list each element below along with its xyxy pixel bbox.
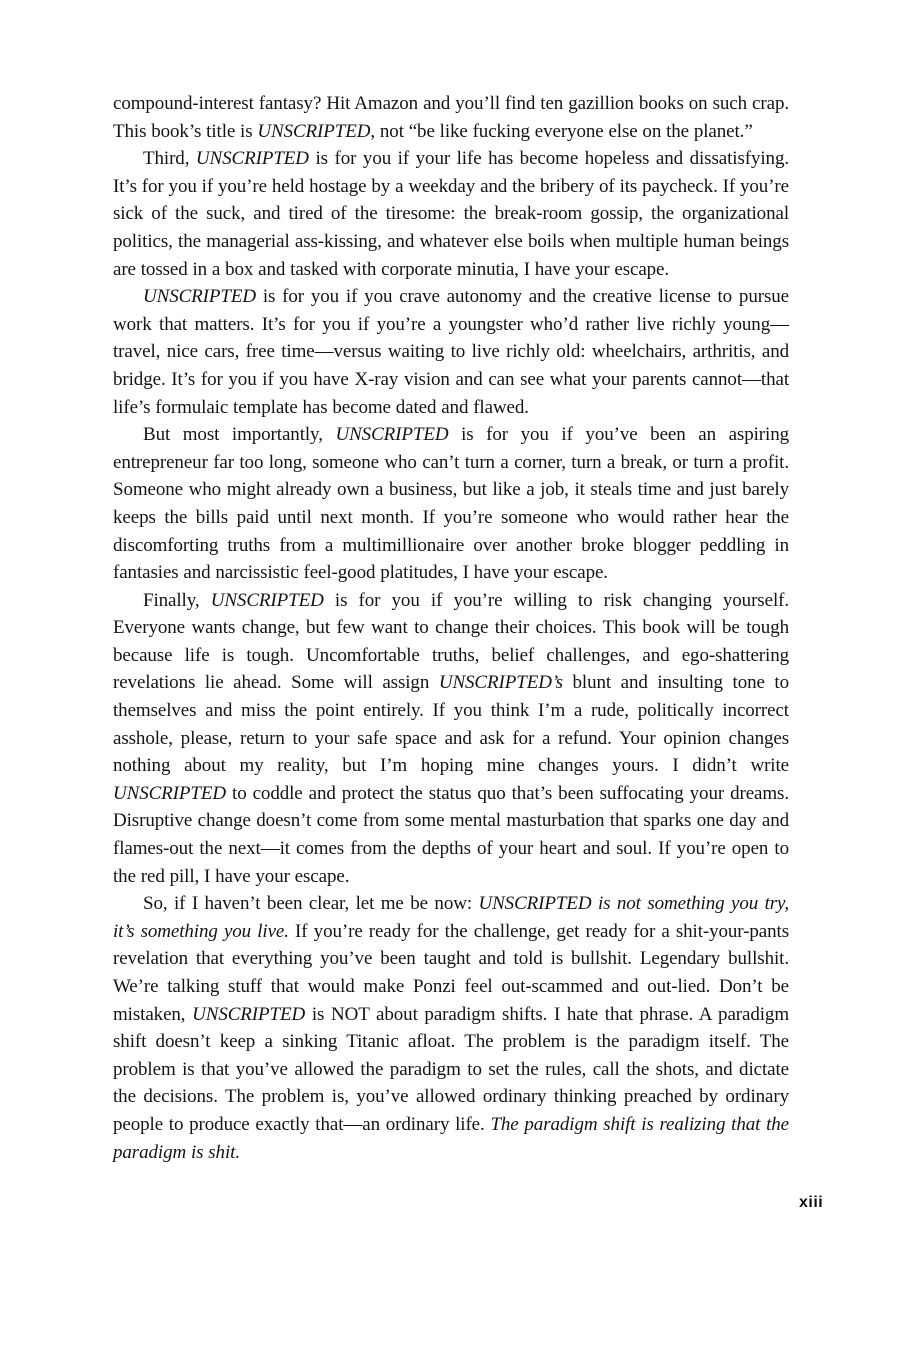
text-run: is for you if your life has become hopeless and dissatisfying. It’s for you if you’re held hostage by a weekday and the bribery of its paycheck. If you’re sick of the suck, and tired of the tiresome: the break-room gossip, the organizational politics, the managerial ass-kissing, and whatever else boils when multiple human beings are tossed in a box and tasked with corporate minutia, I have your escape. bbox=[113, 148, 789, 280]
text-run: is for you if you’re willing to risk changing yourself. Everyone wants change, but few want to change their choices. This book will be tough because life is tough. Uncomfortable truths, belief challenges, and ego-shattering revelations lie ahead. Some will assign bbox=[113, 589, 789, 694]
italic-text-run: UNSCRIPTED bbox=[210, 589, 324, 611]
text-run: But most importantly, bbox=[143, 424, 336, 446]
paragraph bbox=[113, 421, 789, 587]
text-run: So, if I haven’t been clear, let me be now: bbox=[143, 893, 479, 915]
text-run: is for you if you crave autonomy and the creative license to pursue work that matters. It’s for you if you’re a youngster who’d rather live richly young—travel, nice cars, free time—versus waiting to live richly old: wheelchairs, arthritis, and bridge. It’s for you if you have X-ray vision and can see what your parents cannot—that life’s formulaic template has become dated and flawed. bbox=[113, 286, 789, 418]
text-run: to coddle and protect the status quo that’s been suffocating your dreams. Disruptive change doesn’t come from some mental masturbation that sparks one day and flames-out the next—it comes from the depths of your heart and soul. If you’re open to the red pill, I have your escape. bbox=[113, 782, 789, 887]
italic-text-run: The paradigm shift is realizing that the paradigm is shit. bbox=[113, 1113, 789, 1163]
paragraph bbox=[113, 145, 789, 283]
italic-text-run: UNSCRIPTED bbox=[257, 120, 371, 142]
text-run: Finally, bbox=[143, 589, 211, 611]
italic-text-run: UNSCRIPTED bbox=[143, 286, 257, 308]
page-number: xiii bbox=[799, 1194, 824, 1211]
italic-text-run: UNSCRIPTED bbox=[335, 424, 449, 446]
italic-text-run: UNSCRIPTED bbox=[192, 1003, 306, 1025]
text-run: is for you if you’ve been an aspiring entrepreneur far too long, someone who can’t turn a corner, turn a break, or turn a profit. Someone who might already own a business, but like a job, it steals time and just barely keeps the bills paid until next month. If you’re someone who would rather hear the discomforting truths from a multimillionaire over another broke blogger peddling in fantasies and narcissistic feel-good platitudes, I have your escape. bbox=[113, 424, 789, 584]
text-block bbox=[113, 90, 789, 1166]
paragraph bbox=[113, 283, 789, 421]
text-run: , not “be like fucking everyone else on the planet.” bbox=[370, 120, 753, 142]
text-run: If you’re ready for the challenge, get ready for a shit-your-pants revelation that everything you’ve been taught and told is bullshit. Legendary bullshit. We’re talking stuff that would make Ponzi feel out-scammed and out-lied. Don’t be mistaken, bbox=[113, 920, 789, 1025]
paragraph bbox=[113, 890, 789, 1166]
italic-text-run: UNSCRIPTED bbox=[113, 782, 227, 804]
italic-text-run: UNSCRIPTED’s bbox=[438, 672, 563, 694]
italic-text-run: UNSCRIPTED is not something you try, it’s something you live. bbox=[113, 893, 789, 942]
paragraph bbox=[113, 90, 789, 145]
text-run: Third, bbox=[143, 148, 196, 170]
italic-text-run: UNSCRIPTED bbox=[195, 148, 309, 170]
text-run: blunt and insulting tone to themselves and miss the point entirely. If you think I’m a rude, politically incorrect asshole, please, return to your safe space and ask for a refund. Your opinion changes nothing about my reality, but I’m hoping mine changes yours. I didn’t write bbox=[113, 672, 789, 777]
text-run: is NOT about paradigm shifts. I hate that phrase. A paradigm shift doesn’t keep a sinking Titanic afloat. The problem is the paradigm itself. The problem is that you’ve allowed the paradigm to set the rules, call the shots, and dictate the decisions. The problem is, you’ve allowed ordinary thinking preached by ordinary people to produce exactly that—an ordinary life. bbox=[113, 1003, 789, 1135]
paragraph bbox=[113, 587, 789, 891]
text-run: compound-interest fantasy? Hit Amazon and you’ll find ten gazillion books on such crap. This book’s title is bbox=[113, 93, 789, 142]
